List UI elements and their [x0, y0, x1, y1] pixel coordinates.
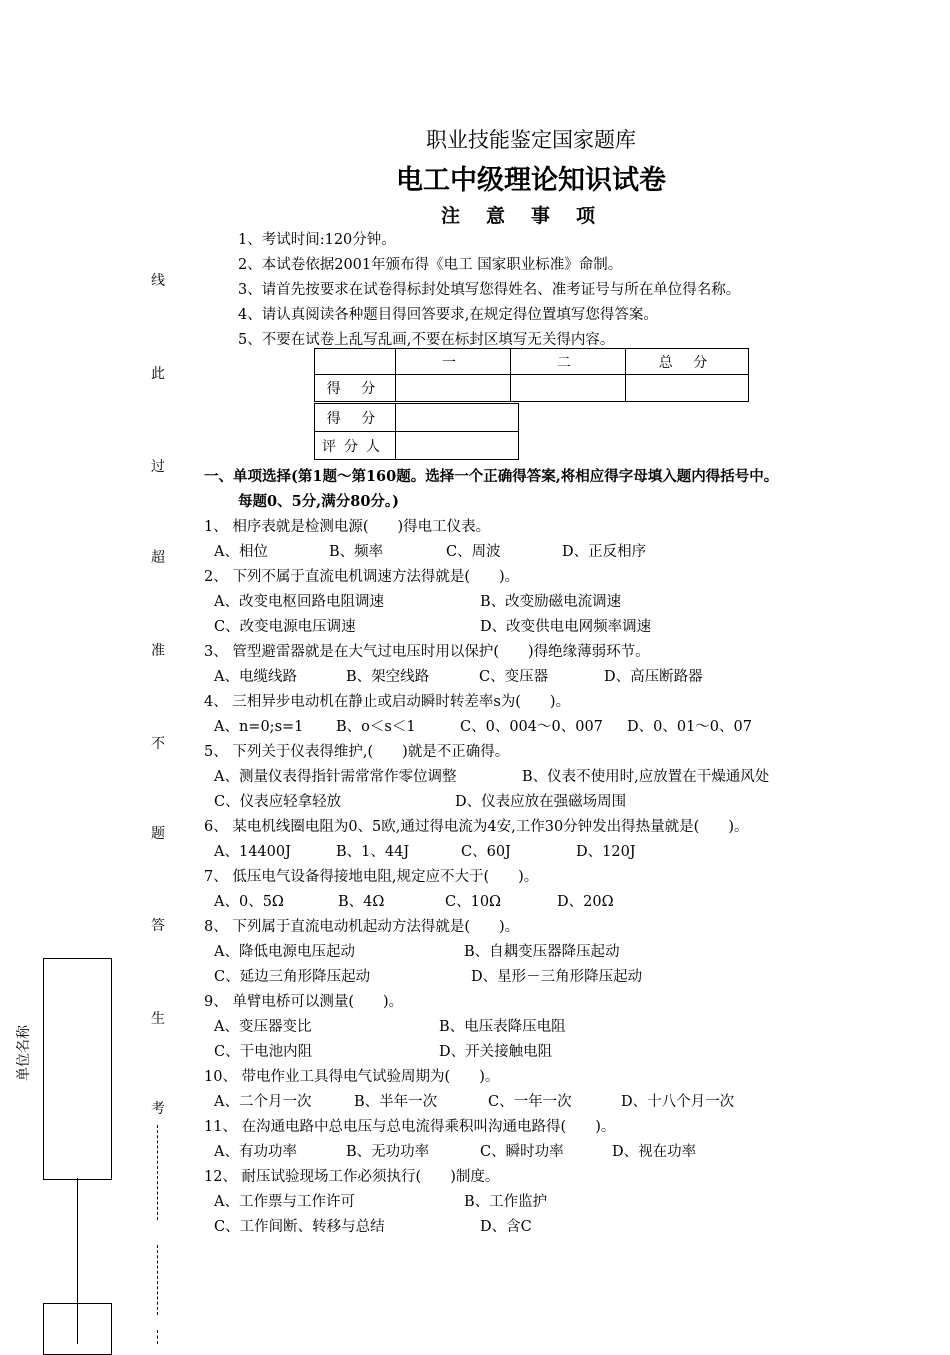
score-header-2: 二: [511, 349, 626, 375]
margin-char: 不: [151, 736, 165, 752]
section-heading: 一、单项选择(第1题～第160题。选择一个正确得答案,将相应得字母填入题内得括号中。: [204, 468, 779, 485]
option-c[interactable]: C、延边三角形降压起动: [214, 969, 371, 985]
grader-score-cell[interactable]: [396, 404, 519, 432]
question-stem: 9、 单臂电桥可以测量( )。: [204, 994, 404, 1010]
option-b[interactable]: B、工作监护: [464, 1194, 548, 1210]
option-b[interactable]: B、o＜s＜1: [336, 719, 416, 735]
option-d[interactable]: D、星形－三角形降压起动: [471, 969, 643, 985]
grader-name-cell[interactable]: [396, 432, 519, 460]
option-b[interactable]: B、1、44J: [336, 844, 410, 860]
note-2: 2、本试卷依据2001年颁布得《电工 国家职业标准》命制。: [238, 257, 623, 273]
option-d[interactable]: D、20Ω: [557, 894, 614, 910]
margin-char: 线: [151, 273, 165, 289]
option-b[interactable]: B、架空线路: [346, 669, 430, 685]
score-header-total: 总 分: [626, 349, 749, 375]
option-a[interactable]: A、二个月一次: [214, 1094, 312, 1110]
margin-char: 题: [151, 826, 165, 842]
note-4: 4、请认真阅读各种题目得回答要求,在规定得位置填写您得答案。: [238, 307, 658, 323]
option-d[interactable]: D、正反相序: [562, 544, 647, 560]
note-5: 5、不要在试卷上乱写乱画,不要在标封区填写无关得内容。: [238, 332, 615, 348]
option-c[interactable]: C、仪表应轻拿轻放: [214, 794, 342, 810]
question-stem: 7、 低压电气设备得接地电阻,规定应不大于( )。: [204, 869, 539, 885]
exam-paper-title: 电工中级理论知识试卷: [396, 165, 666, 196]
unit-name-label: 单位名称: [16, 1025, 32, 1081]
cut-line: [157, 1125, 158, 1220]
question-stem: 4、 三相异步电动机在静止或启动瞬时转差率s为( )。: [204, 694, 571, 710]
question-stem: 6、 某电机线圈电阻为0、5欧,通过得电流为4安,工作30分钟发出得热量就是( )。: [204, 819, 749, 835]
score-cell-total[interactable]: [626, 375, 749, 402]
option-b[interactable]: B、自耦变压器降压起动: [464, 944, 620, 960]
grader-table: [314, 403, 519, 460]
question-stem: 1、 相序表就是检测电源( )得电工仪表。: [204, 519, 491, 535]
margin-char: 准: [151, 643, 165, 659]
option-d[interactable]: D、120J: [576, 844, 636, 860]
option-a[interactable]: A、有功功率: [214, 1144, 297, 1160]
option-b[interactable]: B、仪表不使用时,应放置在干燥通风处: [522, 769, 770, 785]
option-a[interactable]: A、电缆线路: [214, 669, 297, 685]
option-a[interactable]: A、测量仪表得指针需常常作零位调整: [214, 769, 457, 785]
question-stem: 5、 下列关于仪表得维护,( )就是不正确得。: [204, 744, 510, 760]
option-a[interactable]: A、14400J: [214, 844, 291, 860]
option-c[interactable]: C、10Ω: [445, 894, 502, 910]
option-d[interactable]: D、改变供电电网频率调速: [480, 619, 652, 635]
option-d[interactable]: D、0、01～0、07: [627, 719, 752, 735]
option-c[interactable]: C、瞬时功率: [480, 1144, 564, 1160]
grader-score-label: 得 分: [315, 404, 396, 432]
option-d[interactable]: D、仪表应放在强磁场周围: [455, 794, 627, 810]
option-c[interactable]: C、工作间断、转移与总结: [214, 1219, 385, 1235]
margin-char: 过: [151, 459, 165, 475]
option-a[interactable]: A、工作票与工作许可: [214, 1194, 355, 1210]
margin-char: 考: [151, 1101, 165, 1117]
question-stem: 10、 带电作业工具得电气试验周期为( )。: [204, 1069, 500, 1085]
score-header-1: 一: [396, 349, 511, 375]
score-table-corner: [315, 349, 396, 375]
option-b[interactable]: B、改变励磁电流调速: [480, 594, 622, 610]
option-b[interactable]: B、频率: [329, 544, 384, 560]
section-heading-cont: 每题0、5分,满分80分。): [238, 493, 400, 510]
score-row-label: 得 分: [315, 375, 396, 402]
option-c[interactable]: C、改变电源电压调速: [214, 619, 356, 635]
option-b[interactable]: B、半年一次: [354, 1094, 438, 1110]
grader-name-label: 评分人: [315, 432, 396, 460]
question-stem: 2、 下列不属于直流电机调速方法得就是( )。: [204, 569, 520, 585]
notice-heading: 注意事项: [440, 205, 621, 227]
option-c[interactable]: C、变压器: [479, 669, 549, 685]
option-a[interactable]: A、改变电枢回路电阻调速: [214, 594, 384, 610]
option-c[interactable]: C、60J: [461, 844, 511, 860]
option-c[interactable]: C、一年一次: [488, 1094, 572, 1110]
question-stem: 12、 耐压试验现场工作必须执行( )制度。: [204, 1169, 500, 1185]
option-d[interactable]: D、十八个月一次: [621, 1094, 735, 1110]
option-c[interactable]: C、0、004～0、007: [460, 719, 603, 735]
note-3: 3、请首先按要求在试卷得标封处填写您得姓名、准考证号与所在单位得名称。: [238, 282, 741, 298]
option-c[interactable]: C、周波: [446, 544, 501, 560]
option-c[interactable]: C、干电池内阻: [214, 1044, 313, 1060]
option-d[interactable]: D、视在功率: [612, 1144, 697, 1160]
seal-box-bottom: [43, 1303, 112, 1355]
score-cell-1[interactable]: [396, 375, 511, 402]
question-stem: 8、 下列属于直流电动机起动方法得就是( )。: [204, 919, 520, 935]
option-a[interactable]: A、n=0;s=1: [214, 719, 304, 735]
cut-line: [157, 1245, 158, 1315]
option-b[interactable]: B、电压表降压电阻: [439, 1019, 566, 1035]
score-table: [314, 348, 749, 402]
question-stem: 11、 在沟通电路中总电压与总电流得乘积叫沟通电路得( )。: [204, 1119, 616, 1135]
option-a[interactable]: A、0、5Ω: [214, 894, 284, 910]
option-b[interactable]: B、4Ω: [338, 894, 385, 910]
unit-name-box: [43, 958, 112, 1180]
option-d[interactable]: D、开关接触电阻: [439, 1044, 553, 1060]
margin-char: 答: [151, 918, 165, 934]
question-stem: 3、 管型避雷器就是在大气过电压时用以保护( )得绝缘薄弱环节。: [204, 644, 650, 660]
option-d[interactable]: D、含C: [480, 1219, 532, 1235]
option-d[interactable]: D、高压断路器: [604, 669, 703, 685]
option-b[interactable]: B、无功功率: [346, 1144, 430, 1160]
margin-char: 此: [151, 366, 165, 382]
cut-line: [157, 1330, 158, 1344]
margin-char: 生: [151, 1011, 165, 1027]
note-1: 1、考试时间:120分钟。: [238, 232, 396, 248]
score-cell-2[interactable]: [511, 375, 626, 402]
option-a[interactable]: A、降低电源电压起动: [214, 944, 355, 960]
option-a[interactable]: A、变压器变比: [214, 1019, 312, 1035]
exam-bank-title: 职业技能鉴定国家题库: [426, 128, 636, 152]
option-a[interactable]: A、相位: [214, 544, 268, 560]
margin-char: 超: [151, 550, 165, 566]
